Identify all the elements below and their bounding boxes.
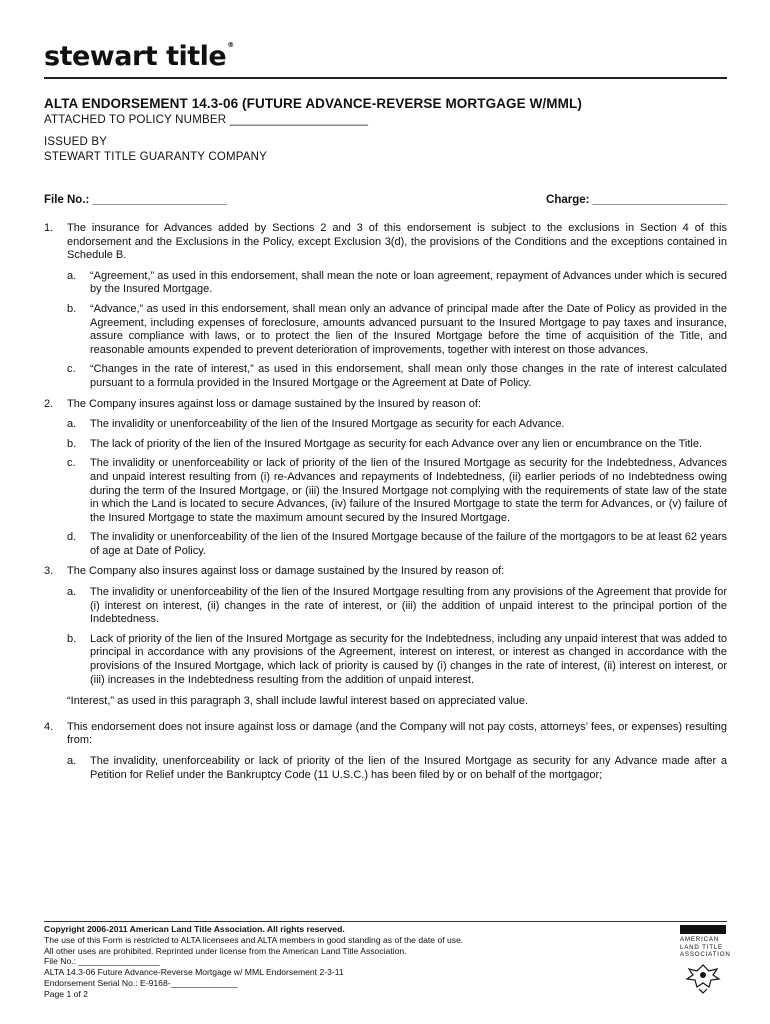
section-4a: a. The invalidity, unenforceability or lack of priority of the lien of the Insured Mortgage as security for any Advance made after a Petition for Relief under the Bankruptcy Code (11 U.S.C.) has been filed by or on behalf of the mortgagor; bbox=[67, 755, 727, 781]
issued-by: ISSUED BY bbox=[44, 136, 108, 148]
alta-logo-bar bbox=[680, 925, 726, 934]
endorsement-title: ALTA ENDORSEMENT 14.3-06 (FUTURE ADVANCE-REVERSE MORTGAGE W/MML) bbox=[44, 96, 582, 111]
section-3-interest-note: “Interest,” as used in this paragraph 3, shall include lawful interest based on appreciated value. bbox=[67, 695, 529, 708]
header-rule bbox=[44, 77, 727, 79]
section-3b: b. Lack of priority of the lien of the Insured Mortgage as security for the Indebtedness, including any unpaid interest that was added to principal in accordance with any provisions of the Agreement, interest on interest, or interest as changed in accordance with the provisions of the Insured Mortgage, which lack of priority is caused by (i) changes in the rate of interest, (ii) interest on interest, or (iii) increases in the Indebtedness resulting from the addition of unpaid interest. bbox=[67, 632, 727, 686]
section-2b: b. The lack of priority of the lien of the Insured Mortgage as security for each Advance over any lien or encumbrance on the Title. bbox=[67, 437, 703, 450]
section-1a: a. “Agreement,” as used in this endorsement, shall mean the note or loan agreement, repayment of Advances under which is secured by the Insured Mortgage. bbox=[67, 269, 727, 296]
alta-eagle-icon bbox=[683, 961, 723, 995]
section-1c: c. “Changes in the rate of interest,” as used in this endorsement, shall mean only those changes in the rate of interest calculated pursuant to a formula provided in the Insured Mortgage or the Agreement at Date of Policy. bbox=[67, 363, 727, 389]
stewart-title-logo: stewart title® bbox=[44, 41, 234, 72]
attached-to-policy: ATTACHED TO POLICY NUMBER _____________________ bbox=[44, 114, 369, 126]
page-footer bbox=[44, 921, 727, 1000]
form-name: ALTA 14.3-06 Future Advance-Reverse Mortgage w/ MML Endorsement 2-3-11 bbox=[44, 967, 344, 978]
section-4: 4. This endorsement does not insure against loss or damage (and the Company will not pay costs, attorneys’ fees, or expenses) resulting from: a. The invalidity, unenforceability or lack of priority of the lien of the Insured Mortgage as security for any Advance made after a Petition for Relief under the Bankruptcy Code (11 U.S.C.) has been filed by or on behalf of the mortgagor; bbox=[44, 720, 727, 781]
use-prohibited: All other uses are prohibited. Reprinted under license from the American Land Title Association. bbox=[44, 945, 407, 956]
section-2: 2. The Company insures against loss or damage sustained by the Insured by reason of: a. The invalidity or unenforceability of the lien of the Insured Mortgage as security for each Advance. b. The lack of priority of the lien of the Insured Mortgage as security for each Advance over any lien or encumbrance on the Title. c. The invalidity or unenforceability or lack of priority of the lien of the Insured Mortgage as security for the Indebtedness, Advances and unpaid interest resulting from (i) re-Advances and repayments of Indebtedness, (ii) earlier periods of no Indebtedness owing during the term of the Insured Mortgage, or (iii) the Insured Mortgage not complying with the requirements of state law of the state in which the Land is located to secure Advances, (iv) failure of the Insured Mortgage to state the term for Advances, or (v) failure of the Insured Mortgage to state the maximum amount secured by the Insured Mortgage. d. The invalidity or unenforceability of the lien of the Insured Mortgage because of the failure of the mortgagors to be at least 62 years of age at Date of Policy. bbox=[44, 397, 727, 557]
section-1: 1. The insurance for Advances added by Sections 2 and 3 of this endorsement is subject to the exclusions in Section 4 of this endorsement and the Exclusions in the Policy, except Exclusion 3(d), the provisions of the Conditions and the exceptions contained in Schedule B. a. “Agreement,” as used in this endorsement, shall mean the note or loan agreement, repayment of Advances under which is secured by the Insured Mortgage. b. “Advance,” as used in this endorsement, shall mean only an advance of principal made after the Date of Policy as provided in the Agreement, including expenses of foreclosure, amounts advanced pursuant to the Insured Mortgage to pay taxes and insurance, assure compliance with laws, or to protect the lien of the Insured Mortgage before the time of acquisition of the Title, and reasonable amounts expended to prevent deterioration of improvements, together with interest on those advances. c. “Changes in the rate of interest,” as used in this endorsement, shall mean only those changes in the rate of interest calculated pursuant to a formula provided in the Insured Mortgage or the Agreement at Date of Policy. bbox=[44, 222, 727, 389]
copyright-notice: Copyright 2006-2011 American Land Title Association. All rights reserved. bbox=[44, 924, 345, 934]
footer-file-number: File No.: _________________ bbox=[44, 956, 160, 967]
endorsement-serial: Endorsement Serial No.: E-9168-______________ bbox=[44, 977, 238, 988]
section-2d: d. The invalidity or unenforceability of the lien of the Insured Mortgage because of the failure of the mortgagors to be at least 62 years of age at Date of Policy. bbox=[67, 531, 727, 557]
charge-field: Charge: _____________________ bbox=[546, 194, 727, 206]
page-number: Page 1 of 2 bbox=[44, 988, 88, 999]
use-restriction: The use of this Form is restricted to ALTA licensees and ALTA members in good standing as of the date of use. bbox=[44, 934, 464, 945]
company-name: STEWART TITLE GUARANTY COMPANY bbox=[44, 151, 268, 163]
section-2c: c. The invalidity or unenforceability or lack of priority of the lien of the Insured Mortgage as security for the Indebtedness, Advances and unpaid interest resulting from (i) re-Advances and repayments of Indebtedness, (ii) earlier periods of no Indebtedness owing during the term of the Insured Mortgage, or (iii) the Insured Mortgage not complying with the requirements of state law of the state in which the Land is located to secure Advances, (iv) failure of the Insured Mortgage to state the term for Advances, or (v) failure of the Insured Mortgage to state the maximum amount secured by the Insured Mortgage. bbox=[67, 457, 727, 524]
section-2a: a. The invalidity or unenforceability of the lien of the Insured Mortgage as security for each Advance. bbox=[67, 418, 565, 431]
alta-logo: AMERICAN LAND TITLE ASSOCIATION bbox=[680, 925, 726, 1000]
section-1b: b. “Advance,” as used in this endorsement, shall mean only an advance of principal made after the Date of Policy as provided in the Agreement, including expenses of foreclosure, amounts advanced pursuant to the Insured Mortgage to pay taxes and insurance, assure compliance with laws, or to protect the lien of the Insured Mortgage before the time of acquisition of the Title, and reasonable amounts expended to prevent deterioration of improvements, together with interest on those advances. bbox=[67, 302, 727, 356]
section-3a: a. The invalidity or unenforceability of the lien of the Insured Mortgage resulting from any provisions of the Agreement that provide for (i) interest on interest, (ii) changes in the rate of interest, or (iii) the addition of unpaid interest to the principal portion of the Indebtedness. bbox=[67, 586, 727, 626]
section-3: 3. The Company also insures against loss or damage sustained by the Insured by reason of: a. The invalidity or unenforceability of the lien of the Insured Mortgage resulting from any provisions of the Agreement that provide for (i) interest on interest, (ii) changes in the rate of interest, or (iii) the addition of unpaid interest to the principal portion of the Indebtedness. b. Lack of priority of the lien of the Insured Mortgage as security for the Indebtedness, including any unpaid interest that was added to principal in accordance with any provisions of the Agreement, interest on interest, or interest as changed in accordance with the provisions of the Insured Mortgage, which lack of priority is caused by (i) changes in the rate of interest, (ii) interest on interest, or (iii) increases in the Indebtedness resulting from the addition of unpaid interest. “Interest,” as used in this paragraph 3, shall include lawful interest based on appreciated value. bbox=[44, 565, 727, 708]
endorsement-body bbox=[44, 222, 727, 795]
file-number-field: File No.: _____________________ bbox=[44, 194, 227, 206]
